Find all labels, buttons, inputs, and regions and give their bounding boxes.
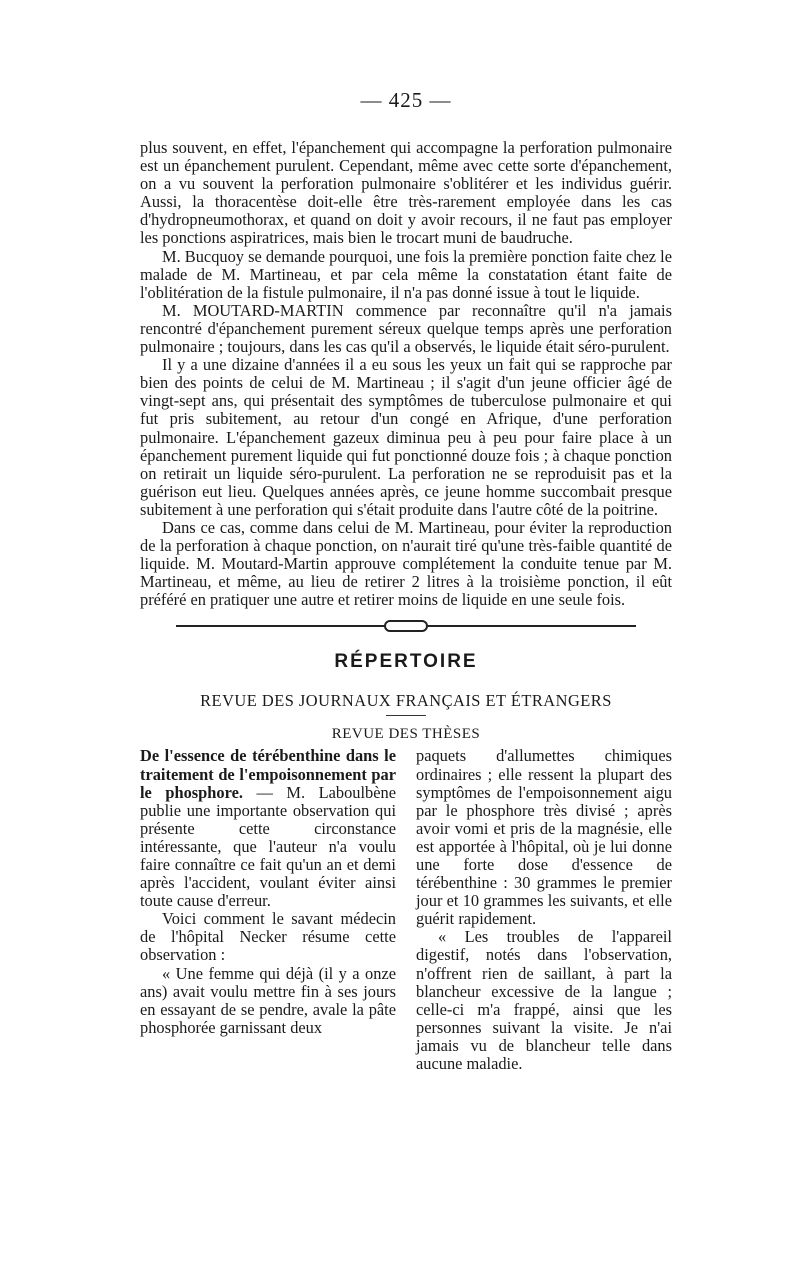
paragraph-4: Il y a une dizaine d'années il a eu sous les yeux un fait qui se rapproche par bien des points de celui de M. Martineau ; il s'agit d'un jeune officier âgé de vingt-sept ans, qui présentait des symptômes de tuberculose pulmonaire et qui fut pris subitement, au retour d'un congé en Afrique, d'une perforation pulmonaire. L'épanchement gazeux diminua peu à peu pour faire place à un épanchement purement liquide qui fut ponctionné douze fois ; à chaque ponction on retirait un liquide séro-purulent. La perforation ne se reproduisit pas et la guérison eut lieu. Quelques années après, ce jeune homme succombait presque subitement à une perforation qui s'était produite dans l'autre côté de la poitrine. — [140, 355, 672, 519]
page-number: — 425 — — [360, 88, 452, 112]
left-column-lead-text: — M. Laboulbène publie une importante observation qui présente cette circonstance intéressante, que l'auteur n'a voulu faire connaître ce fait qu'un an et demi après l'accident, voulant éviter ainsi toute cause d'erreur. — [140, 782, 396, 911]
left-column — [140, 747, 396, 1073]
subsection-title: REVUE DES JOURNAUX FRANÇAIS ET ÉTRANGERS — [200, 691, 612, 711]
short-rule — [386, 715, 426, 716]
paragraph-1: plus souvent, en effet, l'épanchement qui accompagne la perforation pulmonaire est un épanchement purulent. Cependant, même avec cette sorte d'épanchement, on a vu souvent la perforation pulmonaire s'oblitérer et les individus guérir. Aussi, la thoracentèse doit-elle être très-rarement employée dans les cas d'hydropneumothorax, et quand on doit y avoir recours, il ne faut pas employer les ponctions aspiratrices, mais bien le trocart muni de baudruche. — [140, 138, 672, 248]
page — [140, 88, 672, 1073]
article-headline: De l'essence de térébenthine dans le traitement de l'empoisonnement par le phosphore. — [140, 746, 396, 802]
right-column-paragraph-2: « Les troubles de l'appareil digestif, notés dans l'observation, n'offrent rien de saillant, à part la blancheur excessive de la langue ; celle-ci m'a frappé, ainsi que les personnes suivant la visite. Je n'ai jamais vu de blancheur telle dans aucune maladie. — [416, 927, 672, 1074]
left-column-lead — [140, 747, 396, 910]
right-column-paragraph-1: paquets d'allumettes chimiques ordinaires ; elle ressent la plupart des symptômes de l'empoisonnement aigu par le phosphore très divisé ; après avoir vomi et pris de la magnésie, elle est apportée à l'hôpital, où je lui donne une forte dose d'essence de térébenthine : 30 grammes le premier jour et 10 grammes les suivants, et elle guérit rapidement. — [416, 746, 672, 929]
paragraph-5: Dans ce cas, comme dans celui de M. Martineau, pour éviter la reproduction de la perforation à chaque ponction, on n'aurait tiré qu'une très-faible quantité de liquide. M. Moutard-Martin approuve complétement la conduite tenue par M. Martineau, et même, au lieu de retirer 2 litres à la troisième ponction, il eût préféré en pratiquer une autre et retirer moins de liquide en une seule fois. — [140, 517, 672, 610]
ornamental-divider — [176, 619, 636, 633]
divider-ornament-icon — [384, 620, 428, 632]
section-title: RÉPERTOIRE — [334, 651, 478, 673]
left-column-paragraph-3: « Une femme qui déjà (il y a onze ans) avait voulu mettre fin à ses jours en essayant de se pendre, avale la pâte phosphorée garnissant deux — [140, 963, 396, 1037]
paragraph-2: M. Bucquoy se demande pourquoi, une fois la première ponction faite chez le malade de M. Martineau, et par cela même la constatation étant faite de l'oblitération de la fistule pulmonaire, il n'a pas donné issue à tout le liquide. — [140, 246, 672, 302]
two-column-section — [140, 747, 672, 1073]
left-column-paragraph-2: Voici comment le savant médecin de l'hôpital Necker résume cette observation : — [140, 909, 396, 965]
subsubsection-title: REVUE DES THÈSES — [331, 726, 481, 743]
right-column — [416, 747, 672, 1073]
paragraph-3: M. MOUTARD-MARTIN commence par reconnaître qu'il n'a jamais rencontré d'épanchement purement séreux quelque temps après une perforation pulmonaire ; toujours, dans les cas qu'il a observés, le liquide était séro-purulent. — [140, 300, 672, 357]
